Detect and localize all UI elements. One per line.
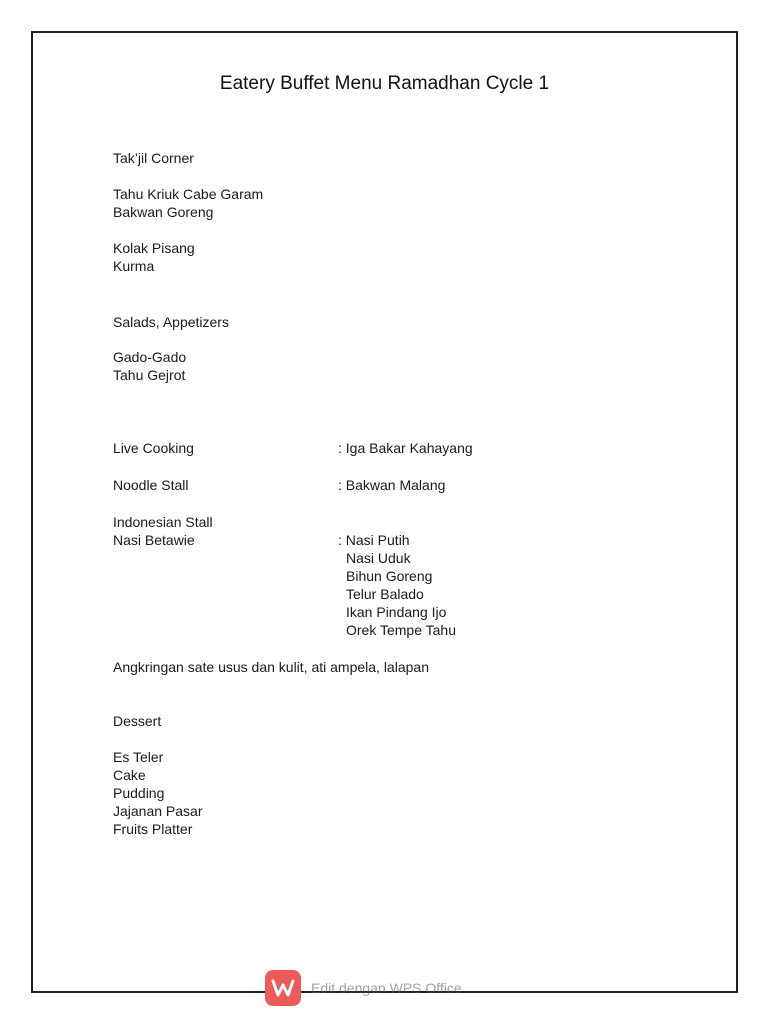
indonesian-stall-item: : Nasi Putih [338,532,410,548]
salads-item: Gado-Gado [113,349,187,365]
takjil-item: Tahu Kriuk Cabe Garam [113,186,264,202]
takjil-item: Bakwan Goreng [113,204,214,220]
indonesian-stall-item: Nasi Uduk [346,550,411,566]
angkringan-line: Angkringan sate usus dan kulit, ati ampela, lalapan [113,659,429,675]
indonesian-stall-heading: Indonesian Stall [113,514,213,530]
dessert-item: Jajanan Pasar [113,803,203,819]
wps-logo-icon [265,970,301,1006]
indonesian-stall-item: Telur Balado [346,586,424,602]
wps-watermark[interactable] [265,970,462,1006]
dessert-item: Cake [113,767,146,783]
takjil-item: Kolak Pisang [113,240,195,256]
dessert-item: Fruits Platter [113,821,193,837]
live-cooking-value: : Iga Bakar Kahayang [338,440,473,456]
dessert-item: Pudding [113,785,165,801]
indonesian-stall-item: Orek Tempe Tahu [346,622,456,638]
salads-item: Tahu Gejrot [113,367,186,383]
indonesian-stall-item: Ikan Pindang Ijo [346,604,447,620]
document-title: Eatery Buffet Menu Ramadhan Cycle 1 [219,73,550,94]
noodle-stall-value: : Bakwan Malang [338,477,446,493]
takjil-heading: Tak’jil Corner [113,150,194,166]
dessert-heading: Dessert [113,713,162,729]
indonesian-stall-item: Bihun Goreng [346,568,433,584]
takjil-item: Kurma [113,258,155,274]
noodle-stall-label: Noodle Stall [113,477,189,493]
salads-heading: Salads, Appetizers [113,314,229,330]
dessert-item: Es Teler [113,749,164,765]
wps-watermark-text[interactable]: Edit dengan WPS Office [311,980,462,996]
document-page [31,31,738,993]
live-cooking-label: Live Cooking [113,440,194,456]
indonesian-stall-sublabel: Nasi Betawie [113,532,195,548]
